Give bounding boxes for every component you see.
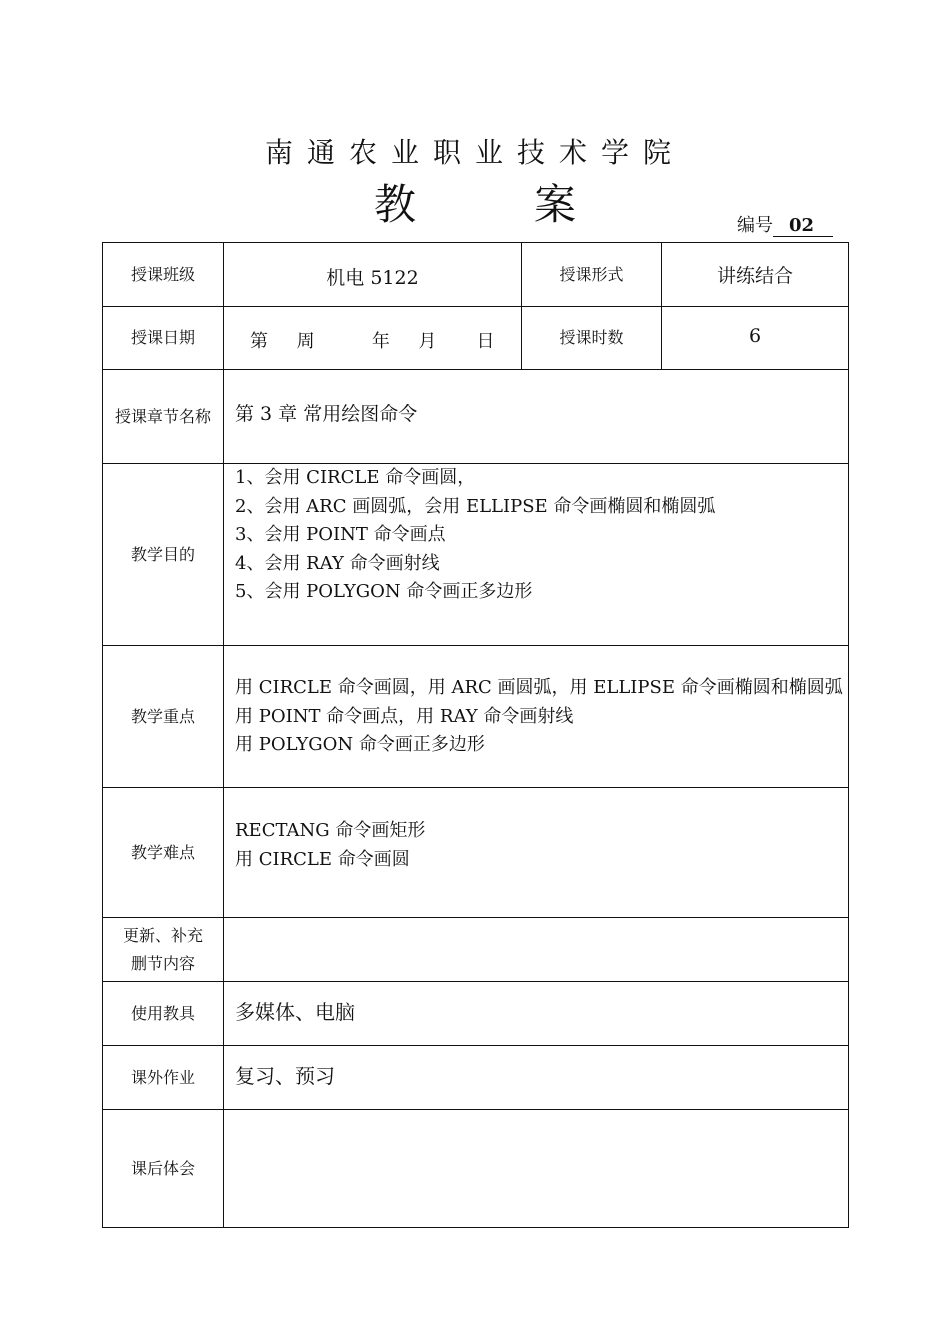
number-value: 02 [773, 215, 833, 237]
hours-value: 6 [662, 307, 849, 370]
objectives-list [224, 464, 849, 646]
table-row [103, 1110, 849, 1228]
table-row [103, 788, 849, 918]
objective-item: 1、会用 CIRCLE 命令画圆， [235, 467, 476, 488]
table-row [103, 1046, 849, 1110]
table-row [103, 982, 849, 1046]
tools-value: 多媒体、电脑 [224, 982, 849, 1046]
date-label: 授课日期 [103, 307, 224, 370]
update-label-line2: 删节内容 [130, 953, 195, 973]
table-row [103, 370, 849, 464]
table-row [103, 307, 849, 370]
keypoint-item: 用 POLYGON 命令画正多边形 [235, 734, 485, 755]
table-row [103, 243, 849, 307]
number-label: 编号 [737, 215, 773, 236]
school-name: 南通农业职业技术学院 [264, 136, 685, 169]
objective-item: 3、会用 POINT 命令画点 [235, 524, 446, 545]
chapter-label: 授课章节名称 [103, 370, 224, 464]
keypoint-item: 用 CIRCLE 命令画圆，用 ARC 画圆弧，用 ELLIPSE 命令画椭圆和椭圆弧 [235, 677, 843, 698]
homework-value: 复习、预习 [224, 1046, 849, 1110]
reflection-value [224, 1110, 849, 1228]
update-label [103, 918, 224, 982]
tools-label: 使用教具 [103, 982, 224, 1046]
keypoints-label: 教学重点 [103, 646, 224, 788]
form-label: 授课形式 [522, 243, 662, 307]
update-label-line1: 更新、补充 [122, 925, 203, 945]
class-label: 授课班级 [103, 243, 224, 307]
difficulty-item: RECTANG 命令画矩形 [235, 820, 426, 841]
keypoints-list [224, 646, 849, 788]
objective-item: 4、会用 RAY 命令画射线 [235, 552, 440, 574]
hours-label: 授课时数 [522, 307, 662, 370]
date-value: 第 周 年 月 日 [224, 307, 522, 370]
lesson-plan-table [102, 242, 849, 1228]
objectives-label: 教学目的 [103, 464, 224, 646]
document-number [737, 211, 833, 237]
objective-item: 2、会用 ARC 画圆弧，会用 ELLIPSE 命令画椭圆和椭圆弧 [235, 495, 716, 517]
table-row [103, 918, 849, 982]
form-value: 讲练结合 [662, 243, 849, 307]
difficulties-label: 教学难点 [103, 788, 224, 918]
table-row [103, 646, 849, 788]
difficulties-list [224, 788, 849, 918]
title-char-1: 教 [373, 180, 416, 229]
homework-label: 课外作业 [103, 1046, 224, 1110]
table-row [103, 464, 849, 646]
keypoint-item: 用 POINT 命令画点，用 RAY 命令画射线 [235, 705, 574, 727]
objective-item: 5、会用 POLYGON 命令画正多边形 [235, 581, 533, 602]
reflection-label: 课后体会 [103, 1110, 224, 1228]
chapter-value: 第 3 章 常用绘图命令 [224, 370, 849, 464]
update-value [224, 918, 849, 982]
difficulty-item: 用 CIRCLE 命令画圆 [235, 848, 410, 870]
class-value: 机电 5122 [224, 243, 522, 307]
title-char-2: 案 [534, 180, 577, 229]
